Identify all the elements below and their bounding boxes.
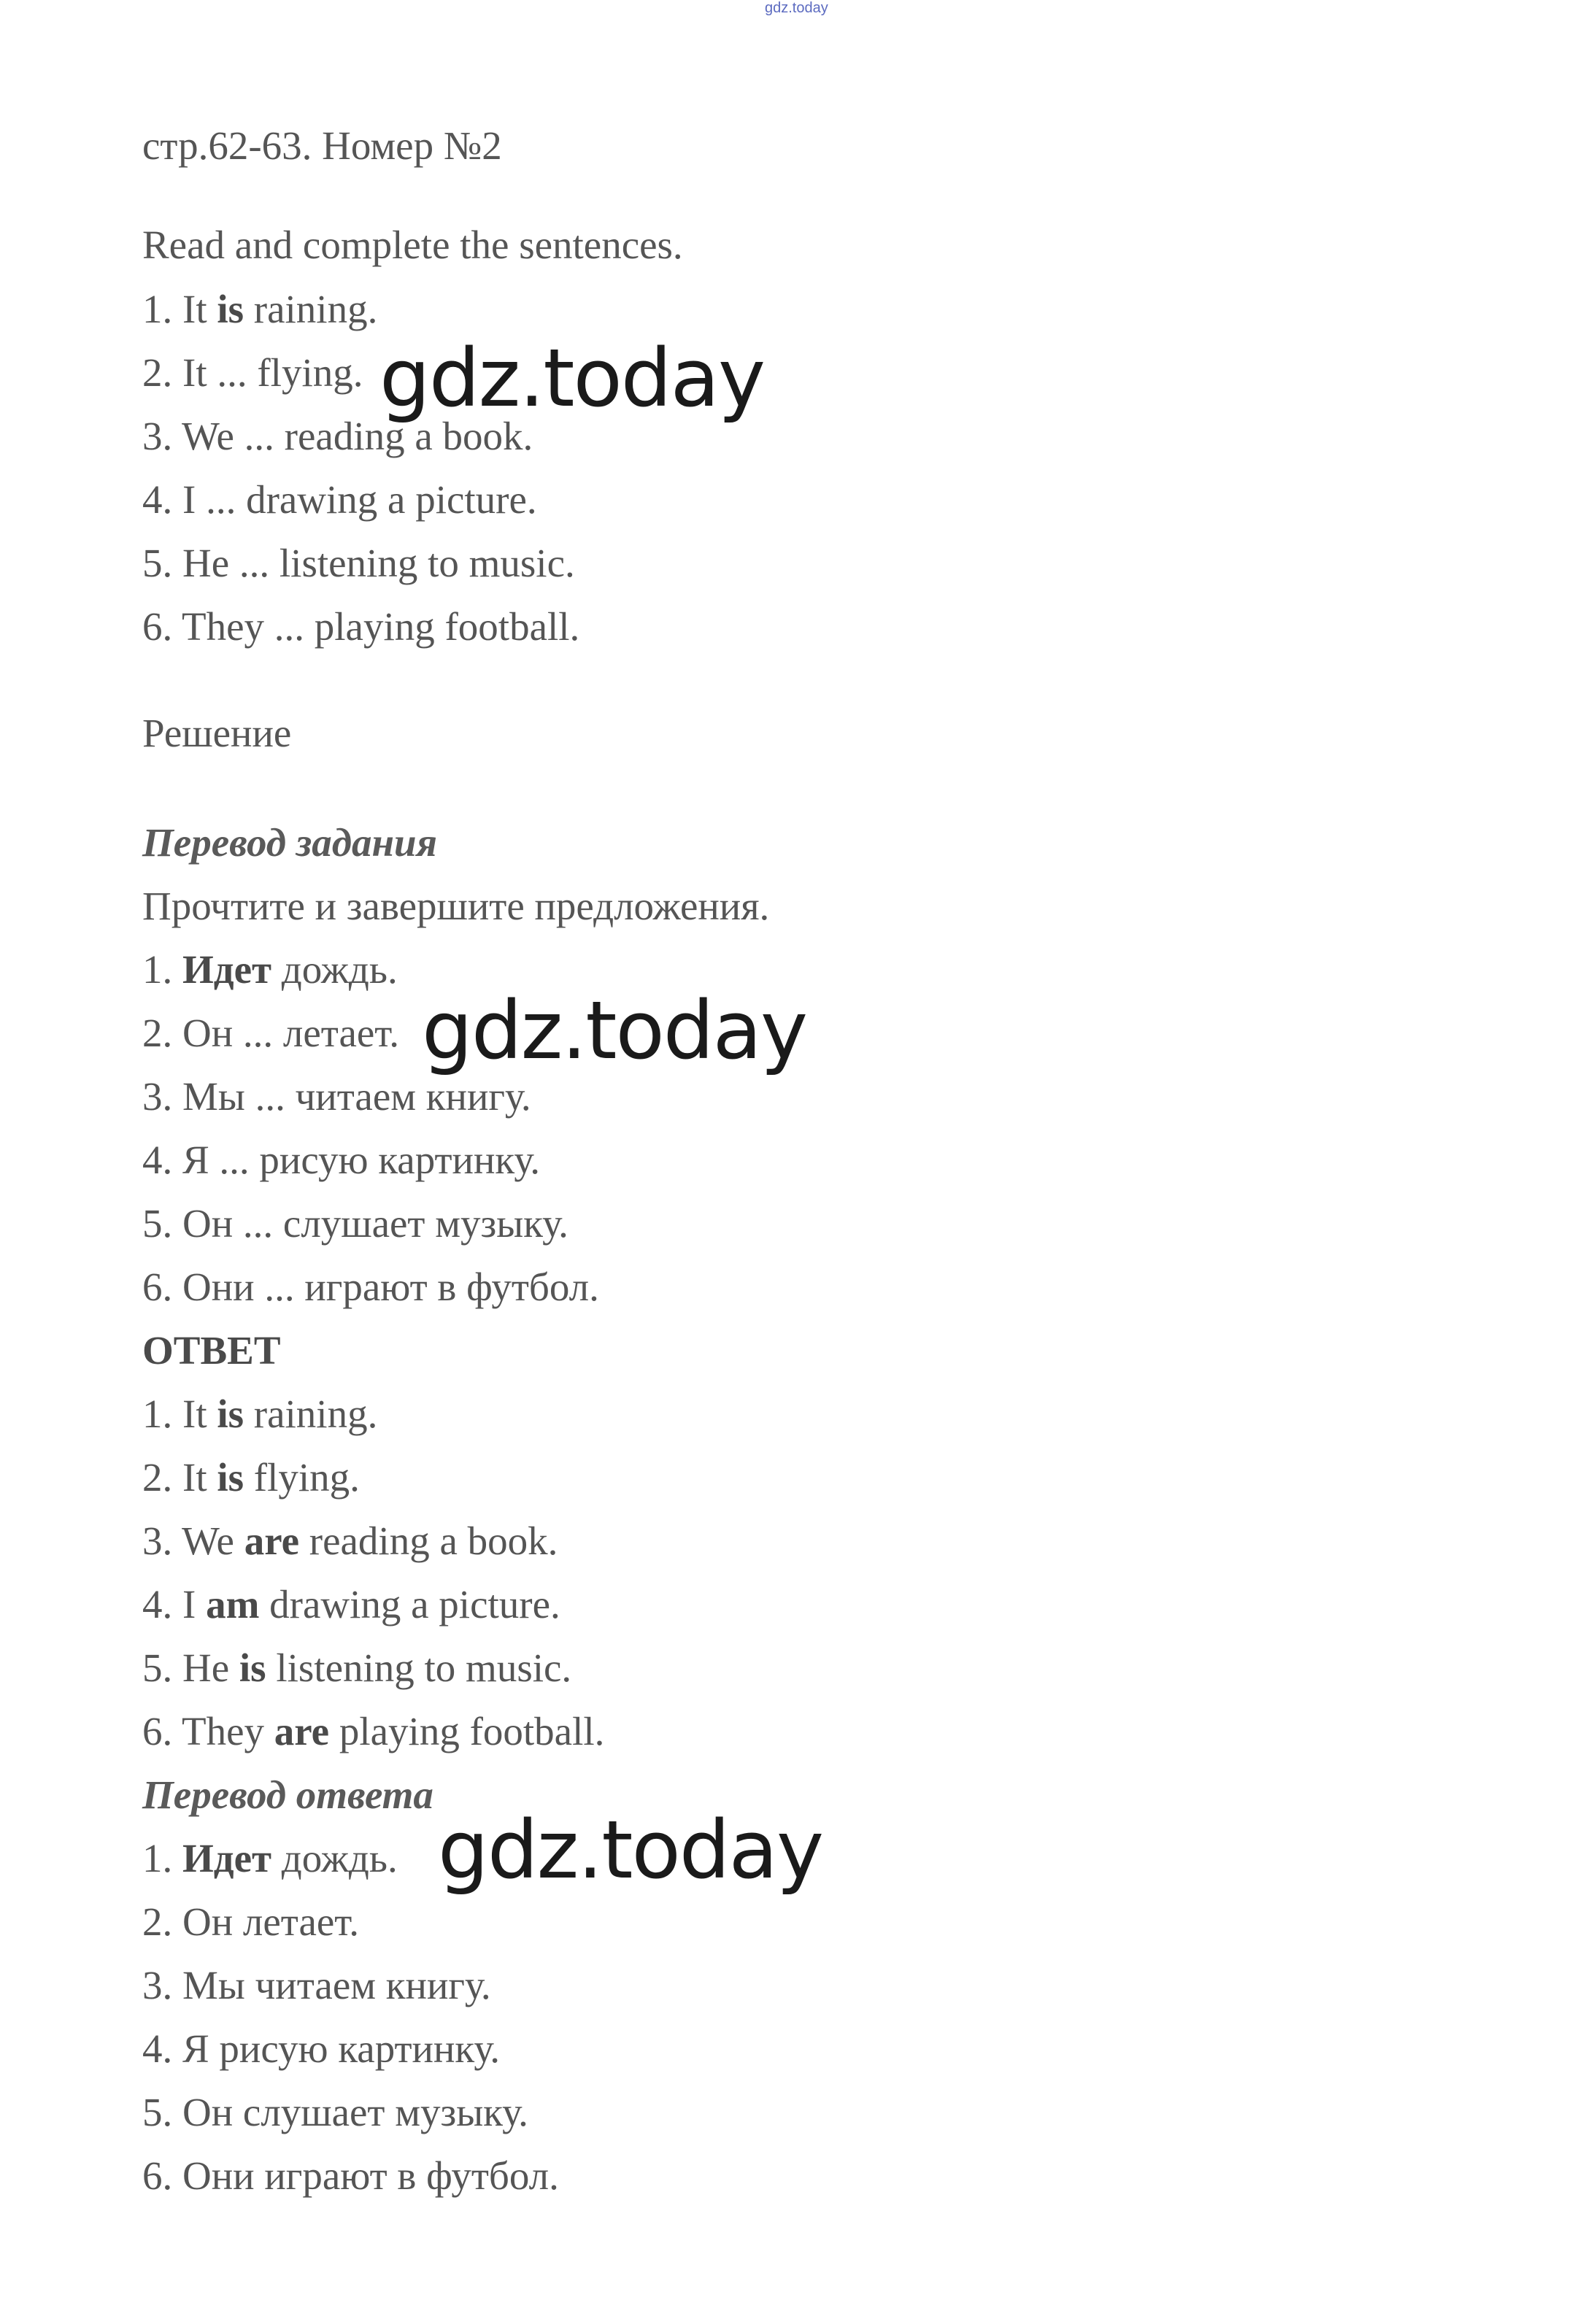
answer-translation-item: 3. Мы читаем книгу. xyxy=(142,1963,491,2007)
task-item: 4. I ... drawing a picture. xyxy=(142,477,537,522)
answer-item: 4. I am drawing a picture. xyxy=(142,1582,560,1627)
task-translation-item: 6. Они ... играют в футбол. xyxy=(142,1265,599,1309)
answer-item: 1. It is raining. xyxy=(142,1392,378,1436)
task-translation-item: 5. Он ... слушает музыку. xyxy=(142,1201,568,1246)
top-watermark: gdz.today xyxy=(765,0,828,16)
answer-translation-item: 5. Он слушает музыку. xyxy=(142,2090,528,2134)
answer-translation-item: 6. Они играют в футбол. xyxy=(142,2153,559,2198)
answer-translation-item: 4. Я рисую картинку. xyxy=(142,2026,501,2071)
answer-item: 3. We are reading a book. xyxy=(142,1519,558,1563)
answer-item: 2. It is flying. xyxy=(142,1455,360,1500)
task-item: 3. We ... reading a book. xyxy=(142,414,533,458)
answer-translation-item: 1. Идет дождь. xyxy=(142,1836,398,1880)
task-translation-item: 1. Идет дождь. xyxy=(142,947,398,992)
task-translation-heading: Перевод задания xyxy=(142,820,437,865)
answer-item: 6. They are playing football. xyxy=(142,1709,605,1753)
answer-translation-item: 2. Он летает. xyxy=(142,1899,359,1944)
task-translation-instruction: Прочтите и завершите предложения. xyxy=(142,884,770,928)
watermark: gdz.today xyxy=(422,984,807,1077)
task-instruction: Read and complete the sentences. xyxy=(142,223,683,267)
task-item: 6. They ... playing football. xyxy=(142,604,580,649)
task-item: 2. It ... flying. xyxy=(142,350,363,395)
task-translation-item: 4. Я ... рисую картинку. xyxy=(142,1138,541,1182)
answer-item: 5. He is listening to music. xyxy=(142,1645,572,1690)
answer-translation-heading: Перевод ответа xyxy=(142,1772,433,1817)
task-item: 1. It is raining. xyxy=(142,287,378,331)
solution-label: Решение xyxy=(142,711,292,755)
task-item: 5. He ... listening to music. xyxy=(142,541,575,585)
page-header: стр.62-63. Номер №2 xyxy=(142,123,502,168)
watermark: gdz.today xyxy=(379,331,765,425)
task-translation-item: 2. Он ... летает. xyxy=(142,1011,399,1055)
answer-heading: ОТВЕТ xyxy=(142,1328,281,1373)
task-translation-item: 3. Мы ... читаем книгу. xyxy=(142,1074,531,1119)
watermark: gdz.today xyxy=(438,1803,823,1897)
